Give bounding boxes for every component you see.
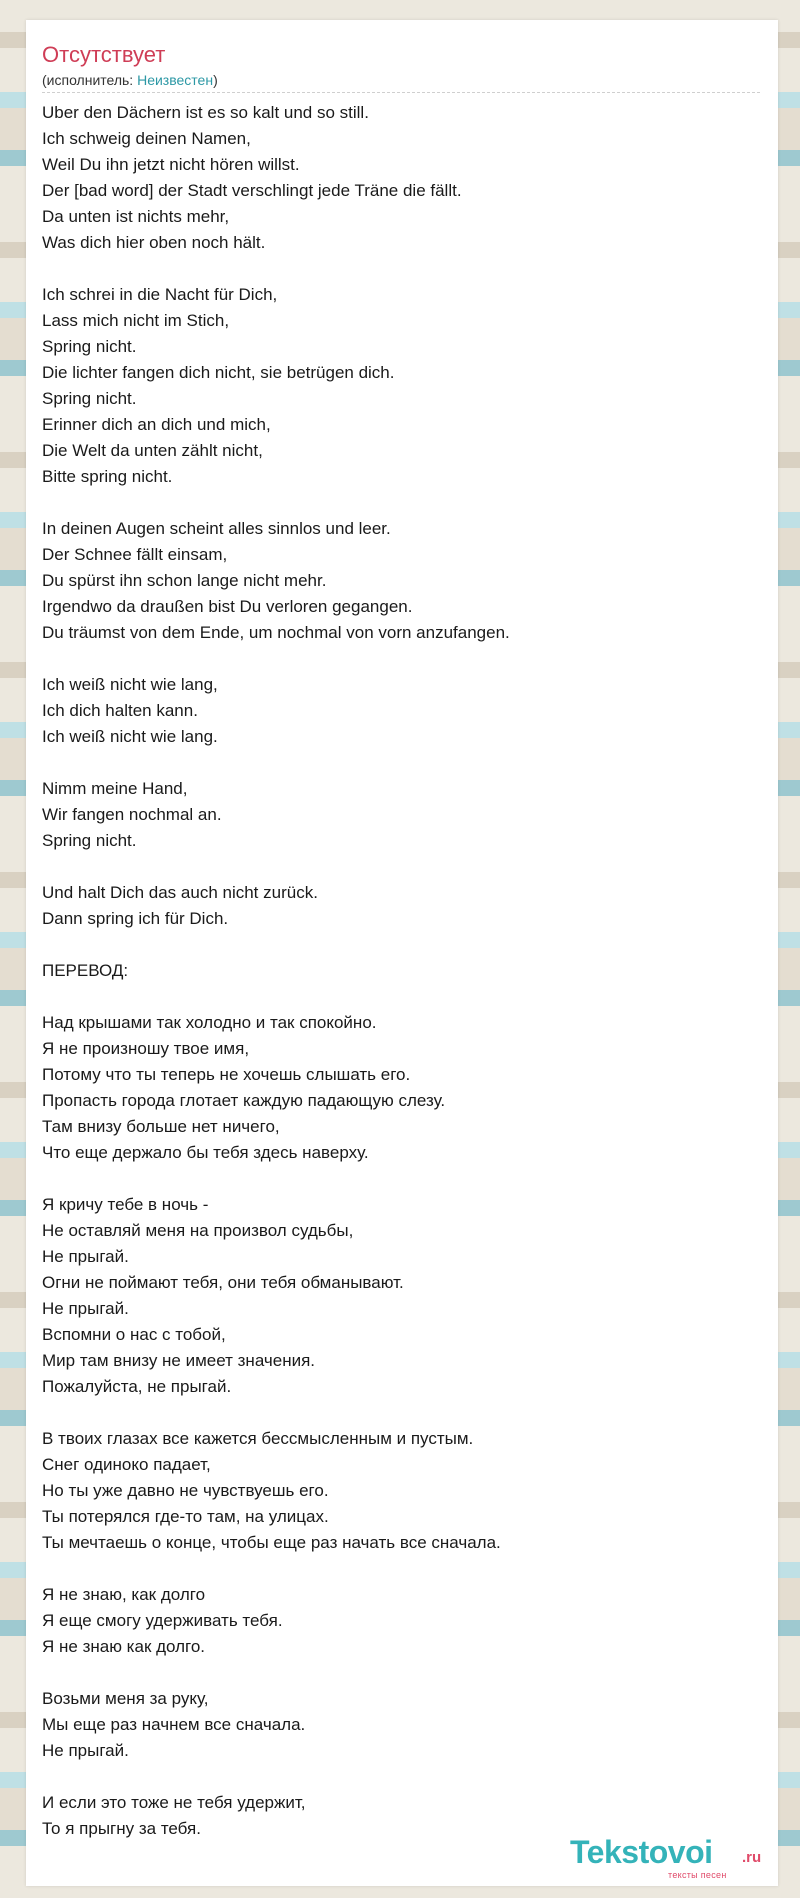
lyrics-text: Uber den Dächern ist es so kalt und so still. Ich schweig deinen Namen, Weil Du ihn jetzt nicht hören willst. Der [bad word] der Stadt verschlingt jede Träne die fällt. Da unten ist nichts mehr, Was dich hier oben noch hält. Ich schrei in die Nacht für Dich, Lass mich nicht im Stich, Spring nicht. Die lichter fangen dich nicht, sie betrügen dich. Spring nicht. Erinner dich an dich und mich, Die Welt da unten zählt nicht, Bitte spring nicht. In deinen Augen scheint alles sinnlos und leer. Der Schnee fällt einsam, Du spürst ihn schon lange nicht mehr. Irgendwo da draußen bist Du verloren gegangen. Du träumst von dem Ende, um nochmal von vorn anzufangen. Ich weiß nicht wie lang, Ich dich halten kann. Ich weiß nicht wie lang. Nimm meine Hand, Wir fangen nochmal an. Spring nicht. Und halt Dich das auch nicht zurück. Dann spring ich für Dich. ПЕРЕВОД: Над крышами так холодно и так спокойно. Я не произношу твое имя, Потому что ты теперь не хочешь слышать его. Пропасть города глотает каждую падающую слезу. Там внизу больше нет ничего, Что еще держало бы тебя здесь наверху. Я кричу тебе в ночь - Не оставляй меня на произвол судьбы, Не прыгай. Огни не поймают тебя, они тебя обманывают. Не прыгай. Вспомни о нас с тобой, Мир там внизу не имеет значения. Пожалуйста, не прыгай. В твоих глазах все кажется бессмысленным и пустым. Снег одиноко падает, Но ты уже давно не чувствуешь его. Ты потерялся где-то там, на улицах. Ты мечтаешь о конце, чтобы еще раз начать все сначала. Я не знаю, как долго Я еще смогу удерживать тебя. Я не знаю как долго. Возьми меня за руку, Мы еще раз начнем все сначала. Не прыгай. И если это тоже не тебя удержит, То я прыгну за тебя.	[42, 103, 510, 1838]
artist-suffix: )	[213, 72, 218, 88]
artist-prefix: (исполнитель:	[42, 72, 138, 88]
dashed-divider	[42, 92, 760, 93]
artist-line	[42, 72, 218, 88]
artist-link[interactable]: Неизвестен	[137, 72, 214, 88]
site-logo[interactable]	[570, 1834, 770, 1884]
logo-name: Tekstovoi	[570, 1834, 713, 1870]
song-title: Отсутствует	[42, 42, 166, 67]
logo-tld: .ru	[742, 1849, 762, 1866]
lyrics-card	[26, 20, 778, 1886]
logo-tagline: тексты песен	[668, 1870, 727, 1880]
